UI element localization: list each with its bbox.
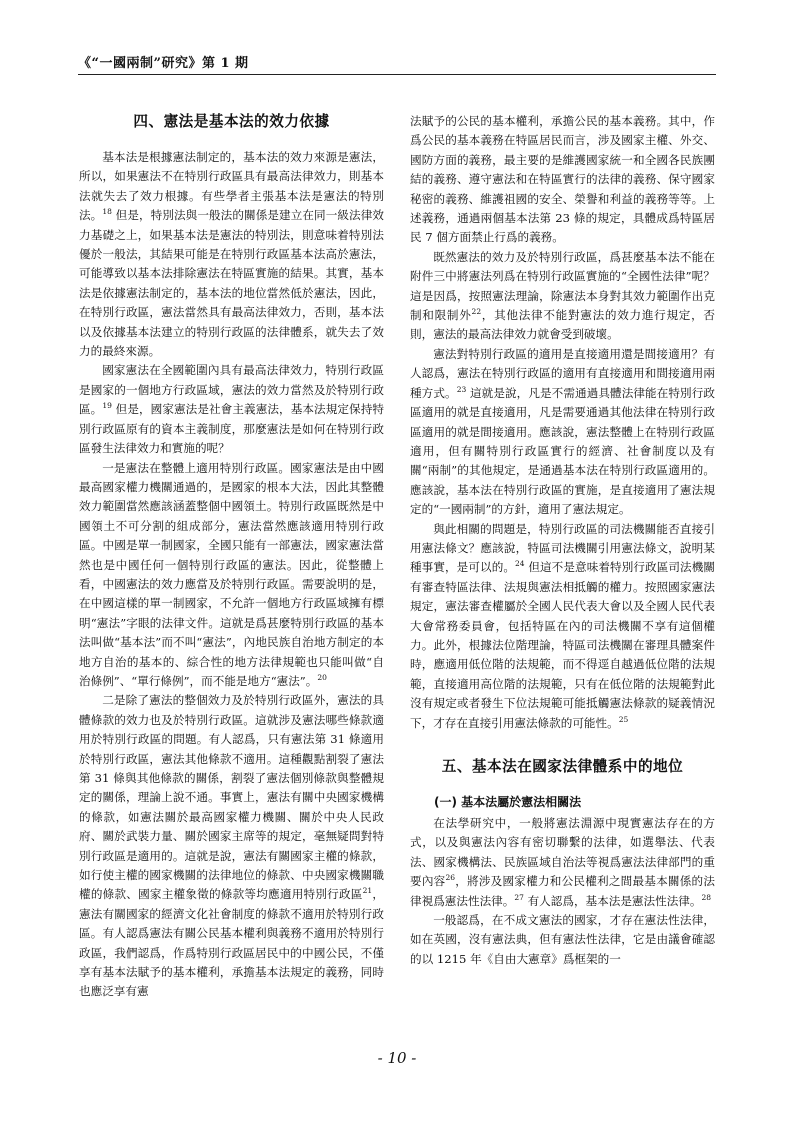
paragraph-text: ，將涉及國家權力和公民權利之間最基本關係的法律視爲憲法性法律。	[410, 874, 715, 908]
footnote-ref: 19	[102, 401, 112, 411]
paragraph-text: ，其他法律不能對憲法的效力進行規定，否則，憲法的最高法律效力就會受到破壞。	[410, 308, 715, 342]
paragraph	[410, 345, 715, 520]
paragraph-text: 有人認爲，基本法是憲法性法律。	[523, 893, 702, 908]
running-header	[78, 52, 716, 71]
paragraph-text: 這就是說，凡是不需通過具體法律能在特別行政區適用的就是直接適用，凡是需要通過其他法律在特別行政區適用的就是間接適用。應該說，憲法整體上在特別行政區適用，但有關特別行政區實行的經濟、社會制度以及有關“兩制”的其他規定，是通過基本法在特別行政區適用的。應該說，基本法在特別行政區的實施，是直接適用了憲法規定的“一國兩制”的方針，適用了憲法規定。	[410, 385, 715, 517]
paragraph	[410, 248, 715, 345]
footnote-ref: 21	[362, 886, 373, 896]
paragraph-text: ，憲法有關國家的經濟文化社會制度的條款不適用於特別行政區。有人認爲憲法有關公民基本權利與義務不適用於特別行政區，我們認爲，作爲特別行政區居民中的中國公民，不僅享有基本法賦予的基本權利，承擔基本法規定的義務，同時也應泛享有憲	[79, 887, 384, 999]
paragraph	[79, 459, 384, 692]
left-column	[79, 112, 384, 1002]
journal-title: 《“一國兩制”研究》第 1 期	[78, 56, 249, 71]
paragraph	[410, 112, 715, 248]
paragraph-text: 一般認爲，在不成文憲法的國家，才存在憲法性法律，如在英國，沒有憲法典，但有憲法性法律，它是由議會確認的以 1215 年《自由大憲章》爲框架的一	[410, 913, 715, 966]
paragraph-text: 在法學研究中，一般將憲法淵源中現實憲法存在的方式，以及與憲法內容有密切聯繫的法律，如選舉法、代表法、國家機構法、民族區域自治法等視爲憲法法律部門的重要內容	[410, 816, 715, 889]
paragraph	[79, 361, 384, 458]
footnote-ref: 28	[701, 892, 712, 902]
paragraph-text: 但是，國家憲法是社會主義憲法，基本法規定保持特別行政區原有的資本主義制度，那麼憲法是如何在特別行政區發生法律效力和實施的呢？	[79, 402, 384, 456]
paragraph-text: 一是憲法在整體上適用特別行政區。國家憲法是由中國最高國家權力機關通過的，是國家的根本大法，因此其整體效力範圍當然應該涵蓋整個中國領土。特別行政區既然是中國領土不可分割的組成部分，憲法當然應該適用特別行政區。中國是單一制國家，全國只能有一部憲法，國家憲法當然也是中國任何一個特別行政區的憲法。因此，從整體上看，中國憲法的效力應當及於特別行政區。需要說明的是，在中國這樣的單一制國家，不允許一個地方行政區域擁有標明“憲法”字眼的法律文件。這就是爲甚麼特別行政區的基本法叫做“基本法”而不叫“憲法”，內地民族自治地方制定的本地方自治的基本的、綜合性的地方法律規範也只能叫做“自治條例”、“單行條例”，而不能是地方“憲法”。	[79, 460, 384, 688]
subsection-title: (一) 基本法屬於憲法相關法	[434, 795, 582, 809]
footnote-ref: 18	[102, 207, 112, 217]
paragraph-text: 二是除了憲法的整個效力及於特別行政區外，憲法的具體條款的效力也及於特別行政區。這就涉及憲法哪些條款適用於特別行政區的問題。有人認爲，只有憲法第 31 條適用於特別行政區，憲法其他條款不適用。這種觀點割裂了憲法第 31 條與其他條款的關係，割裂了憲法個別條款與整體規定的關係，理論上說不通。事實上，憲法有關中央國家機構的條款，如憲法關於最高國家權力機關、關於中央人民政府、關於武裝力量、關於國家主席等的規定，毫無疑問對特別行政區是適用的。這就是說，憲法有關國家主權的條款，如行使主權的國家機關的法律地位的條款、中央國家機關職權的條款、國家主權象徵的條款等均應適用特別行政區	[79, 693, 384, 902]
paragraph	[79, 148, 384, 361]
footnote-ref: 25	[618, 714, 629, 724]
section-five-title: 五、基本法在國家法律體系中的地位	[441, 758, 684, 775]
footnote-ref: 27	[514, 892, 524, 902]
section-four-title: 四、憲法是基本法的效力依據	[133, 113, 330, 130]
paragraph	[79, 691, 384, 1002]
paragraph-text: 基本法是根據憲法制定的，基本法的效力來源是憲法，所以，如果憲法不在特別行政區具有最高法律效力，則基本法就失去了效力根據。有些學者主張基本法是憲法的特別法。	[79, 150, 384, 223]
footnote-ref: 20	[317, 673, 327, 683]
paragraph	[410, 814, 715, 911]
header-rule	[78, 74, 716, 75]
footnote-ref: 26	[445, 873, 455, 883]
left-paragraphs	[79, 148, 384, 1002]
page-number: - 10 -	[377, 1049, 417, 1067]
right-bottom-paragraphs	[410, 814, 715, 969]
right-column	[410, 112, 715, 969]
paragraph	[410, 520, 715, 733]
paragraph-text: 法賦予的公民的基本權利，承擔公民的基本義務。其中，作爲公民的基本義務在特區居民而言，涉及國家主權、外交、國防方面的義務，最主要的是維護國家統一和全國各民族團結的義務、遵守憲法和在特區實行的法律的義務、保守國家秘密的義務、維護祖國的安全、榮譽和利益的義務等等。上述義務，通過兩個基本法第 23 條的規定，具體成爲特區居民 7 個方面禁止行爲的義務。	[410, 114, 715, 245]
footnote-ref: 23	[456, 384, 467, 394]
paragraph-text: 但這不是意味着特別行政區司法機關有審查特區法律、法規與憲法相抵觸的權力。按照國家憲法規定，憲法審查權屬於全國人民代表大會以及全國人民代表大會常務委員會，包括特區在內的司法機關不享有這個權力。此外，根據法位階理論，特區司法機關在審理具體案件時，應適用低位階的法規範，而不得逕自越過低位階的法規範，直接適用高位階的法規範，只有在低位階的法規範對此沒有規定或者發生下位法規範可能抵觸憲法條款的疑義情況下，才存在直接引用憲法條款的可能性。	[410, 560, 715, 730]
right-top-paragraphs	[410, 112, 715, 733]
paragraph	[410, 911, 715, 969]
footnote-ref: 22	[471, 307, 482, 317]
paragraph-text: 但是，特別法與一般法的關係是建立在同一級法律效力基礎之上，如果基本法是憲法的特別法，則意味着特別法優於一般法，其結果可能是在特別行政區基本法高於憲法，可能導致以基本法排除憲法在特區實施的結果。其實，基本法是依據憲法制定的，基本法的地位當然低於憲法，因此，在特別行政區，憲法當然具有最高法律效力，否則，基本法以及依據基本法建立的特別行政區的法律體系，就失去了效力的最終來源。	[79, 208, 384, 359]
paragraph-text: 國家憲法在全國範圍內具有最高法律效力，特別行政區是國家的一個地方行政區域，憲法的效力當然及於特別行政區。	[79, 363, 384, 417]
paragraph-text: 既然憲法的效力及於特別行政區，爲甚麼基本法不能在附件三中將憲法列爲在特別行政區實施的“全國性法律”呢？這是因爲，按照憲法理論，除憲法本身對其效力範圍作出克制和限制外	[410, 249, 715, 323]
paragraph-text: 憲法對特別行政區的適用是直接適用還是間接適用？有人認爲，憲法在特別行政區的適用有直接適用和間接適用兩種方式。	[410, 346, 715, 400]
paragraph-text: 與此相關的問題是，特別行政區的司法機關能否直接引用憲法條文？應該說，特區司法機關引用憲法條文，說明某種事實，是可以的。	[410, 521, 715, 575]
footnote-ref: 24	[515, 559, 525, 569]
